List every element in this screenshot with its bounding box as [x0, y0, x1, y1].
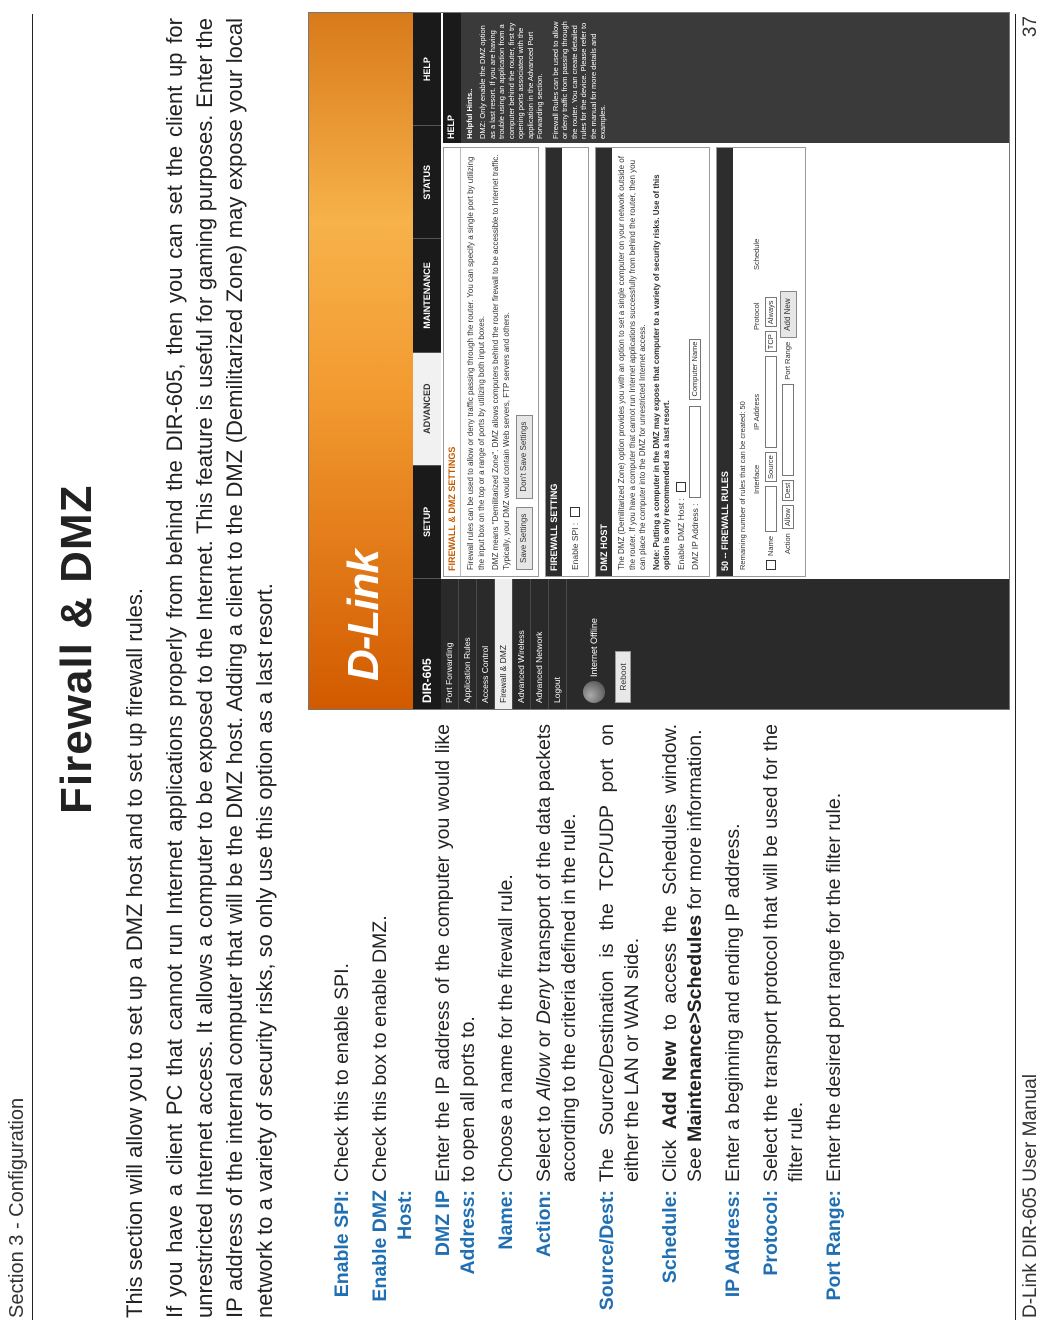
enable-spi-checkbox[interactable]	[570, 507, 580, 517]
router-screenshot	[308, 12, 1010, 710]
tab-advanced[interactable]: ADVANCED	[413, 353, 441, 466]
help-firewall: Firewall Rules can be used to allow or deny traffic from passing through the router. You can create detailed rules for the device. Please refer to the manual for more details and examples.	[550, 21, 607, 139]
source-ip-input[interactable]	[765, 356, 777, 448]
def-desc: Enter the desired port range for the filter rule.	[823, 792, 845, 1182]
internet-status	[583, 579, 605, 709]
sidebar-item-logout[interactable]: Logout	[549, 579, 567, 709]
def-term: Name:	[495, 1190, 517, 1250]
dmz-text: DMZ means "Demilitarized Zone". DMZ allows computers behind the router firewall to be accessible to Internet traffic. Typically, your DMZ would contain Web servers, FTP servers and others.	[491, 154, 511, 570]
section-header: Section 3 - Configuration	[6, 1097, 28, 1318]
sidebar-item-port-forwarding[interactable]: Port Forwarding	[441, 579, 459, 709]
sidebar-item-advanced-wireless[interactable]: Advanced Wireless	[513, 579, 531, 709]
sidebar-item-firewall-dmz[interactable]: Firewall & DMZ	[495, 579, 513, 709]
name-label: Name	[765, 535, 775, 556]
def-dmz-ip	[431, 724, 481, 1324]
dmz-host-text: The DMZ (Demilitarized Zone) option provides you with an option to set a single computer on your network outside of the router. If you have a computer that cannot run Internet applications successfully from behind the router, then you can place the computer into the DMZ for unrestricted Internet access.	[617, 156, 647, 570]
def-desc: Choose a name for the firewall rule.	[495, 874, 517, 1182]
footer-text: D-Link DIR-605 User Manual	[1020, 1074, 1041, 1318]
def-source-dest	[595, 724, 645, 1324]
dmz-host-panel	[595, 147, 710, 577]
dmz-ip-label: DMZ IP Address :	[689, 503, 700, 570]
dlink-logo: D-Link	[339, 550, 388, 681]
globe-icon	[583, 681, 605, 703]
help-panel	[443, 13, 1009, 143]
def-desc	[532, 724, 582, 1182]
desc-part: transport of the data packets according to the criteria defined in the rule.	[533, 724, 580, 1182]
def-enable-dmz	[368, 724, 418, 1324]
save-button[interactable]: Save Settings	[516, 507, 533, 570]
def-desc: Enter a beginning and ending IP address.	[722, 823, 744, 1182]
panel-body	[461, 148, 538, 576]
desc-maintenance: Maintenance>Schedules	[684, 914, 706, 1142]
firewall-rules-panel	[716, 147, 806, 577]
enable-spi-label: Enable SPI :	[569, 522, 580, 570]
rules-header	[752, 154, 763, 570]
help-title: Helpful Hints..	[464, 88, 474, 139]
sidebar-item-access-control[interactable]: Access Control	[477, 579, 495, 709]
protocol-select[interactable]: TCP	[765, 331, 777, 352]
def-term: Schedule:	[659, 1190, 681, 1284]
rule-enable-checkbox[interactable]	[766, 560, 776, 570]
status-label: Internet Offline	[589, 618, 599, 677]
brand-banner	[309, 13, 413, 709]
port-range-label: Port Range	[783, 341, 792, 380]
definition-list	[330, 724, 860, 1324]
def-term: Port Range:	[823, 1190, 845, 1301]
firewall-dmz-panel	[443, 147, 539, 577]
def-name	[494, 724, 519, 1324]
def-ip-address	[721, 724, 746, 1324]
def-term: Enable SPI:	[331, 1190, 353, 1298]
def-action	[532, 724, 582, 1324]
panel-body	[733, 148, 805, 576]
def-desc: Enter the IP address of the computer you would like to open all ports to.	[432, 724, 479, 1182]
def-desc: Select the transport protocol that will be used for the filter rule.	[760, 724, 807, 1182]
enable-dmz-row	[676, 154, 687, 570]
tab-help[interactable]: HELP	[413, 13, 441, 126]
def-desc: Check this box to enable DMZ.	[369, 915, 391, 1182]
dest-ip-input[interactable]	[782, 384, 794, 476]
reboot-button[interactable]: Reboot	[615, 651, 631, 703]
def-desc: The Source/Destination is the TCP/UDP port on either the LAN or WAN side.	[596, 724, 643, 1182]
tab-maintenance[interactable]: MAINTENANCE	[413, 239, 441, 352]
source-select[interactable]: Source	[765, 452, 777, 482]
tab-status[interactable]: STATUS	[413, 126, 441, 239]
panel-title: FIREWALL & DMZ SETTINGS	[444, 148, 461, 576]
panel-body	[612, 148, 709, 576]
dest-select[interactable]: Dest	[782, 480, 794, 501]
action-select[interactable]: Allow	[782, 505, 794, 529]
dmz-ip-input[interactable]	[689, 406, 701, 498]
button-row	[516, 154, 533, 570]
sidebar-item-application-rules[interactable]: Application Rules	[459, 579, 477, 709]
panel-body	[562, 148, 589, 576]
main-content	[443, 147, 1009, 577]
def-term: Source/Dest:	[596, 1190, 618, 1311]
def-port-range	[822, 724, 847, 1324]
rule-row-2	[780, 154, 797, 570]
page-title: Firewall & DMZ	[52, 484, 101, 814]
desc-deny: Deny	[533, 978, 555, 1025]
dont-save-button[interactable]: Don't Save Settings	[516, 415, 533, 499]
tab-setup[interactable]: SETUP	[413, 466, 441, 579]
def-enable-spi	[330, 724, 355, 1324]
def-term: Protocol:	[760, 1190, 782, 1276]
def-schedule	[658, 724, 708, 1324]
bottom-rule	[1015, 14, 1016, 1320]
panel-title: FIREWALL SETTING	[546, 148, 562, 576]
firewall-setting-panel	[545, 147, 590, 577]
sidebar	[441, 579, 1009, 709]
def-term: IP Address:	[722, 1190, 744, 1298]
page-number: 37	[1020, 16, 1041, 38]
schedule-select[interactable]: Always	[765, 297, 777, 327]
add-new-button[interactable]: Add New	[780, 291, 797, 337]
col-ip: IP Address	[751, 393, 761, 430]
def-desc: Check this to enable SPI.	[331, 963, 353, 1182]
model-label: DIR-605	[413, 579, 441, 709]
def-term: DMZ IP Address:	[432, 1190, 479, 1275]
enable-dmz-label: Enable DMZ Host :	[675, 498, 686, 570]
col-protocol: Protocol	[751, 302, 761, 330]
desc-add-new: Add New	[659, 1040, 681, 1130]
description-paragraph: If you have a client PC that cannot run Internet applications properly from behind the DIR-605, then you can set the client up for unrestricted Internet access. It allows a computer to be exposed to the Internet. This feature is useful for gaming purposes. Enter the IP address of the internal computer that will be the DMZ host. Adding a client to the DMZ (Demilitarized Zone) may expose your local network to a variety of security risks, so only use this option as a last resort.	[162, 18, 277, 1318]
help-body	[461, 13, 612, 143]
intro-text: This section will allow you to set up a DMZ host and to set up firewall rules.	[122, 588, 147, 1318]
rule-name-input[interactable]	[765, 486, 777, 532]
def-term: Enable DMZ Host:	[369, 1190, 416, 1302]
col-interface: Interface	[751, 464, 761, 494]
desc-part: to access the Schedules window. See	[659, 724, 706, 1182]
help-dmz: DMZ: Only enable the DMZ option as a last resort. If you are having trouble using an application from a computer behind the router, first try opening ports associated with the application in the Advanced Port Forwarding section.	[478, 22, 544, 139]
computer-name-select[interactable]: Computer Name	[689, 339, 701, 400]
help-header: HELP	[443, 13, 461, 143]
panel-title: 50 -- FIREWALL RULES	[717, 148, 733, 576]
def-protocol	[759, 724, 809, 1324]
panel-title: DMZ HOST	[596, 148, 612, 576]
top-nav	[413, 13, 441, 579]
dmz-note: Note: Putting a computer in the DMZ may expose that computer to a variety of security risks. Use of this option is only recommended as a last resort.	[651, 174, 671, 570]
desc-part: or	[533, 1024, 555, 1054]
col-schedule: Schedule	[751, 238, 761, 270]
remaining-rules: Remaining number of rules that can be created: 50	[738, 401, 747, 570]
dmz-ip-row	[689, 154, 701, 570]
fw-text: Firewall rules can be used to allow or deny traffic passing through the router. You can specify a single port by utilizing the input box on the top or a range of ports by utilizing both input boxes.	[466, 156, 486, 570]
top-rule	[32, 14, 33, 1320]
def-term: Action:	[533, 1190, 555, 1258]
rule-row	[765, 154, 777, 570]
desc-part: for more information.	[684, 729, 706, 915]
sidebar-item-advanced-network[interactable]: Advanced Network	[531, 579, 549, 709]
desc-allow: Allow	[533, 1053, 555, 1100]
desc-part: Click	[659, 1129, 681, 1182]
enable-dmz-checkbox[interactable]	[676, 482, 686, 492]
desc-part: Select to	[533, 1099, 555, 1182]
def-desc	[658, 724, 708, 1182]
action-label: Action	[783, 533, 792, 554]
spi-row	[570, 154, 581, 570]
